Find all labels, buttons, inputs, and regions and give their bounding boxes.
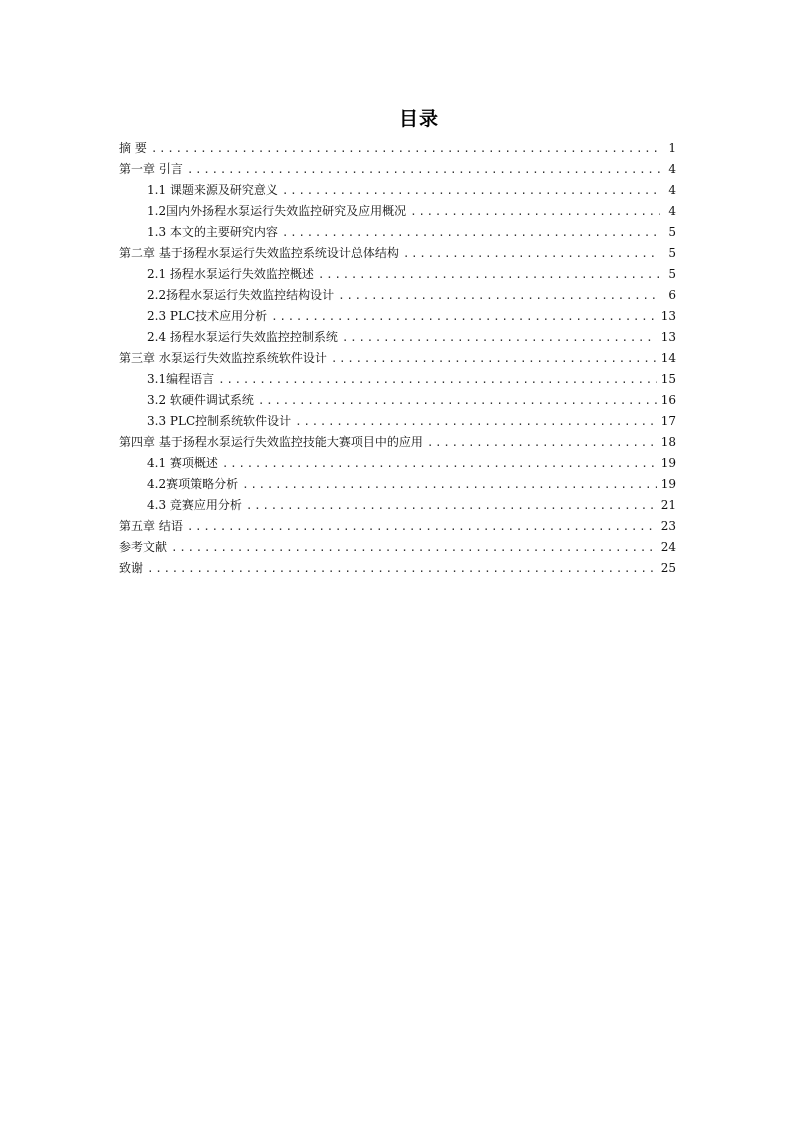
toc-entry[interactable] [119,558,676,579]
dot-leader [246,495,657,516]
toc-entry[interactable] [119,306,676,327]
dot-leader [282,180,660,201]
toc-entry-title: 2.1 扬程水泵运行失效监控概述 [147,267,314,281]
dot-leader [218,369,657,390]
toc-entry[interactable] [119,201,676,222]
toc-entry-title: 3.1编程语言 [147,372,215,386]
toc-entry[interactable] [119,243,676,264]
page-title: 目录 [398,108,439,130]
toc-entry[interactable] [119,474,676,495]
toc-entry[interactable] [119,222,676,243]
toc-entry-title: 第三章 水泵运行失效监控系统软件设计 [119,351,327,365]
toc-entry-title: 第二章 基于扬程水泵运行失效监控系统设计总体结构 [119,246,399,260]
toc-entry[interactable] [119,264,676,285]
dot-leader [410,201,660,222]
dot-leader [147,558,657,579]
dot-leader [222,453,657,474]
toc-entry-page: 4 [668,204,676,218]
toc-entry-title: 参考文献 [119,540,168,554]
toc-entry[interactable] [119,390,676,411]
dot-leader [331,348,657,369]
dot-leader [427,432,657,453]
toc-entry-page: 16 [660,393,676,407]
toc-entry-title: 2.3 PLC技术应用分析 [147,309,268,323]
dot-leader [403,243,660,264]
toc-entry-page: 6 [668,288,676,302]
toc-entry-page: 5 [668,246,676,260]
toc-entry[interactable] [119,495,676,516]
toc-entry-title: 3.3 PLC控制系统软件设计 [147,414,292,428]
dot-leader [151,138,660,159]
toc-entry[interactable] [119,327,676,348]
dot-leader [242,474,657,495]
toc-entry[interactable] [119,138,676,159]
toc-entry[interactable] [119,537,676,558]
toc-entry[interactable] [119,180,676,201]
toc-entry-title: 2.2扬程水泵运行失效监控结构设计 [147,288,335,302]
toc-entry-page: 13 [660,309,676,323]
toc-entry[interactable] [119,432,676,453]
toc-entry[interactable] [119,369,676,390]
dot-leader [187,516,657,537]
toc-entry-page: 19 [660,456,676,470]
toc-entry-title: 1.1 课题来源及研究意义 [147,183,278,197]
toc-entry-page: 5 [668,267,676,281]
toc-entry-page: 19 [660,477,676,491]
toc-entry[interactable] [119,453,676,474]
toc-entry-page: 18 [660,435,676,449]
toc-entry-title: 摘 要 [119,141,147,155]
table-of-contents [119,138,676,579]
toc-entry-title: 4.2赛项策略分析 [147,477,239,491]
toc-entry-page: 23 [660,519,676,533]
toc-entry-title: 致谢 [119,561,144,575]
toc-entry[interactable] [119,348,676,369]
dot-leader [295,411,657,432]
toc-entry-page: 21 [660,498,676,512]
dot-leader [187,159,660,180]
toc-entry[interactable] [119,159,676,180]
toc-entry-page: 4 [668,162,676,176]
toc-entry-title: 2.4 扬程水泵运行失效监控控制系统 [147,330,338,344]
toc-entry-page: 15 [660,372,676,386]
toc-entry-title: 4.3 竞赛应用分析 [147,498,242,512]
toc-entry[interactable] [119,516,676,537]
toc-entry-page: 25 [660,561,676,575]
dot-leader [342,327,657,348]
toc-entry-title: 3.2 软硬件调试系统 [147,393,254,407]
toc-entry-page: 1 [668,141,676,155]
toc-entry-page: 24 [660,540,676,554]
toc-entry[interactable] [119,285,676,306]
toc-entry[interactable] [119,411,676,432]
dot-leader [271,306,657,327]
toc-entry-page: 5 [668,225,676,239]
dot-leader [282,222,660,243]
toc-entry-page: 13 [660,330,676,344]
toc-entry-title: 4.1 赛项概述 [147,456,218,470]
toc-entry-title: 1.2国内外扬程水泵运行失效监控研究及应用概况 [147,204,407,218]
dot-leader [318,264,660,285]
toc-entry-title: 第五章 结语 [119,519,183,533]
dot-leader [258,390,657,411]
dot-leader [338,285,660,306]
toc-entry-page: 17 [660,414,676,428]
toc-entry-page: 14 [660,351,676,365]
toc-entry-title: 1.3 本文的主要研究内容 [147,225,278,239]
toc-entry-title: 第一章 引言 [119,162,183,176]
toc-entry-page: 4 [668,183,676,197]
toc-entry-title: 第四章 基于扬程水泵运行失效监控技能大赛项目中的应用 [119,435,423,449]
dot-leader [171,537,657,558]
